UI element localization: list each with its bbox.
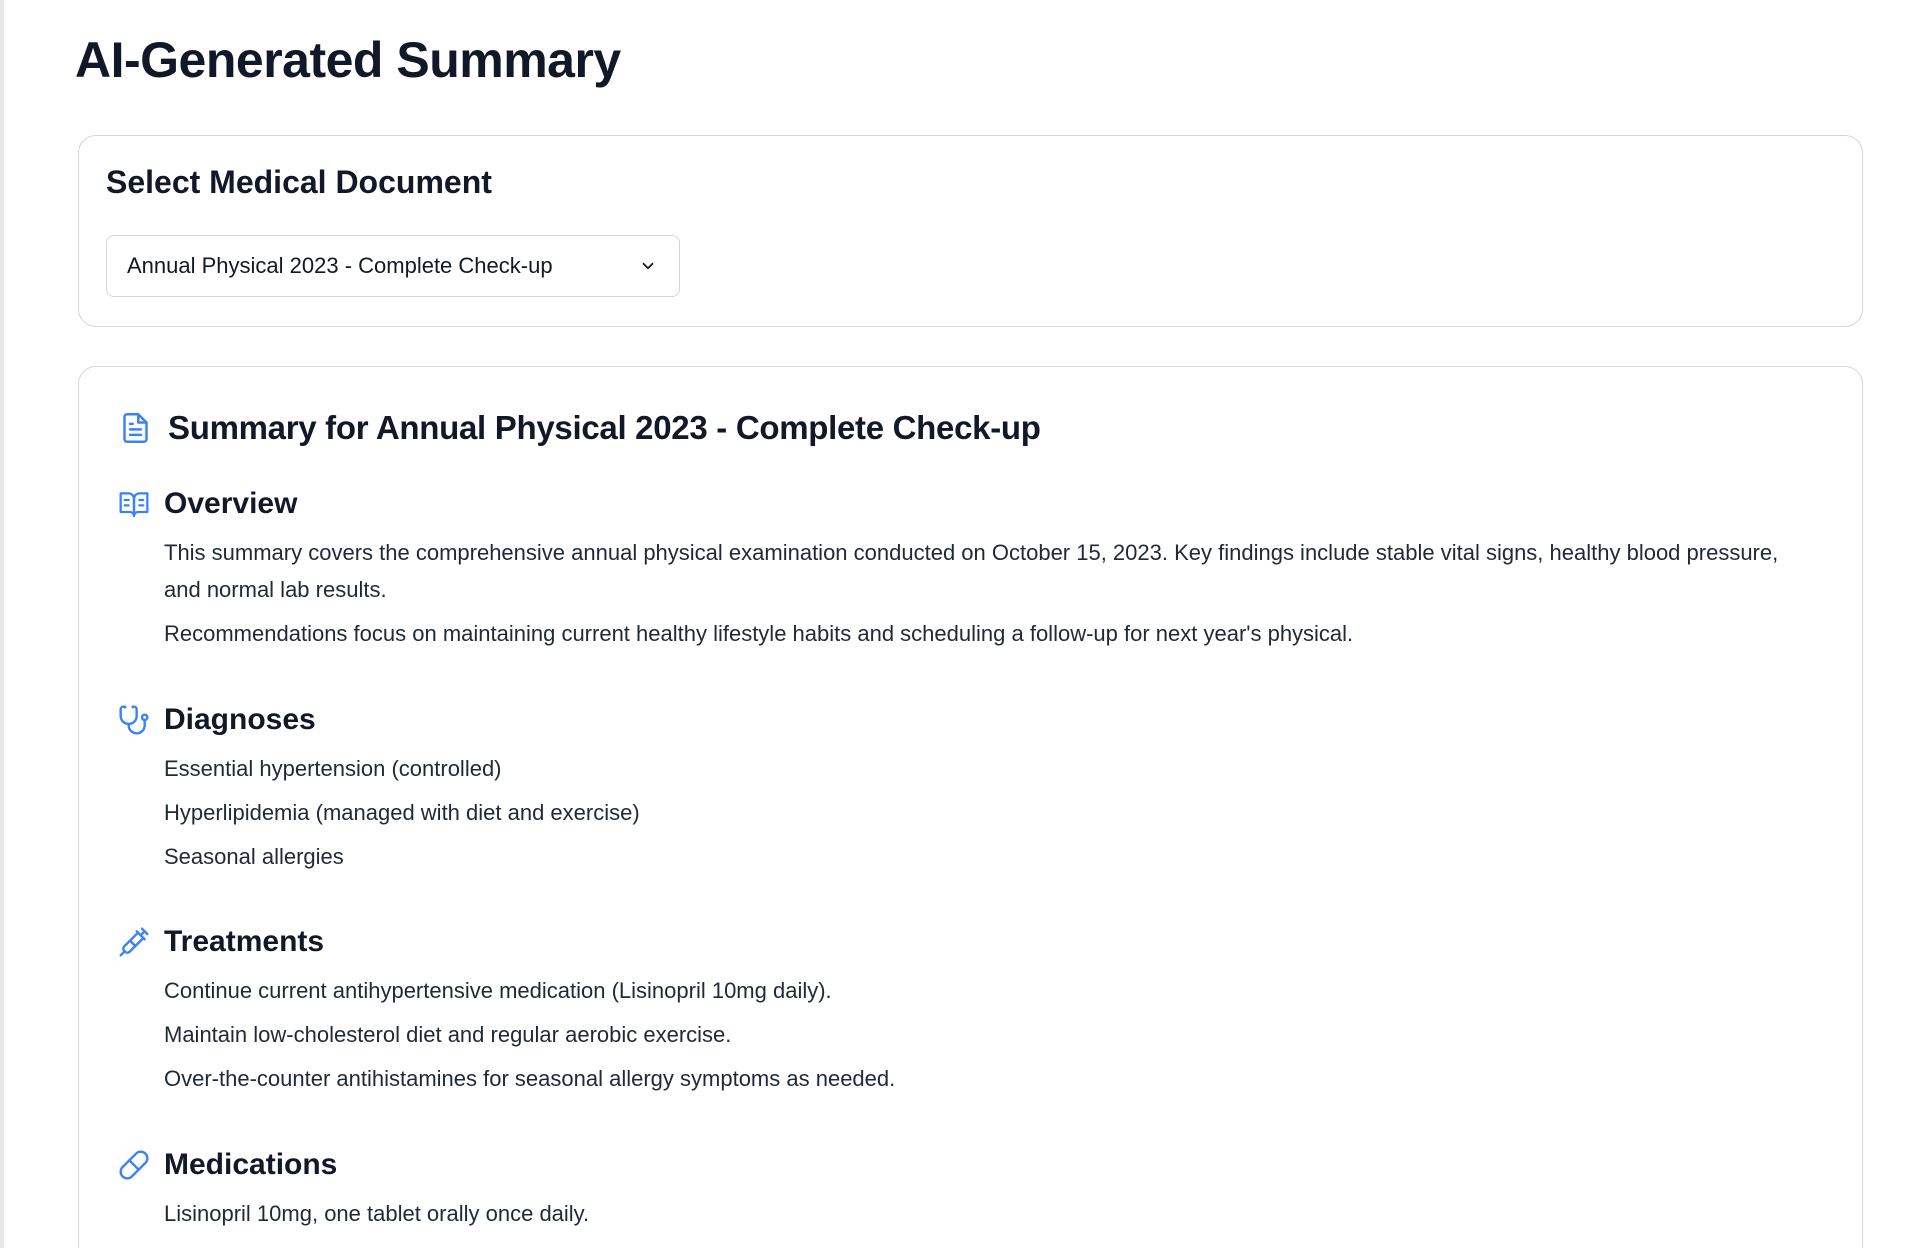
- section-item: Maintain low-cholesterol diet and regular aerobic exercise.: [164, 1022, 732, 1047]
- chevron-down-icon: [637, 255, 659, 277]
- summary-card: [78, 366, 1863, 1248]
- section-item: Continue current antihypertensive medication (Lisinopril 10mg daily).: [164, 978, 832, 1003]
- section-title: Overview: [164, 487, 298, 520]
- stethoscope-icon: [117, 704, 150, 737]
- book-open-icon: [117, 488, 150, 521]
- page-title: AI-Generated Summary: [75, 32, 621, 88]
- select-card-heading: Select Medical Document: [106, 164, 492, 200]
- section-title: Medications: [164, 1148, 338, 1181]
- section-body: [164, 750, 1802, 875]
- section-treatments: [117, 922, 1802, 1097]
- section-body: [164, 1195, 1802, 1232]
- file-text-icon: [119, 412, 152, 445]
- section-item: This summary covers the comprehensive annual physical examination conducted on October 15, 2023. Key findings include stable vital signs, healthy blood pressure, and normal lab results.: [164, 540, 1779, 602]
- section-item: Essential hypertension (controlled): [164, 756, 502, 781]
- section-header: [117, 1145, 1802, 1185]
- section-item: Lisinopril 10mg, one tablet orally once daily.: [164, 1201, 590, 1226]
- selected-document-value: Annual Physical 2023 - Complete Check-up: [127, 253, 553, 278]
- section-title: Diagnoses: [164, 703, 316, 736]
- summary-heading: Summary for Annual Physical 2023 - Complete Check-up: [168, 409, 1041, 446]
- section-header: [117, 922, 1802, 962]
- section-body: [164, 534, 1802, 652]
- section-item: Recommendations focus on maintaining current healthy lifestyle habits and scheduling a follow-up for next year's physical.: [164, 621, 1354, 646]
- summary-header: [119, 409, 1041, 447]
- section-body: [164, 972, 1802, 1097]
- section-item: Hyperlipidemia (managed with diet and exercise): [164, 800, 640, 825]
- document-select-card: [78, 135, 1863, 327]
- section-item: Seasonal allergies: [164, 844, 344, 869]
- section-medications: [117, 1145, 1802, 1232]
- section-item: Over-the-counter antihistamines for seasonal allergy symptoms as needed.: [164, 1066, 896, 1091]
- document-select-dropdown[interactable]: [106, 235, 680, 297]
- section-diagnoses: [117, 700, 1802, 875]
- pill-icon: [117, 1149, 150, 1182]
- section-header: [117, 700, 1802, 740]
- section-header: [117, 484, 1802, 524]
- section-title: Treatments: [164, 925, 325, 958]
- syringe-icon: [117, 926, 150, 959]
- section-overview: [117, 484, 1802, 652]
